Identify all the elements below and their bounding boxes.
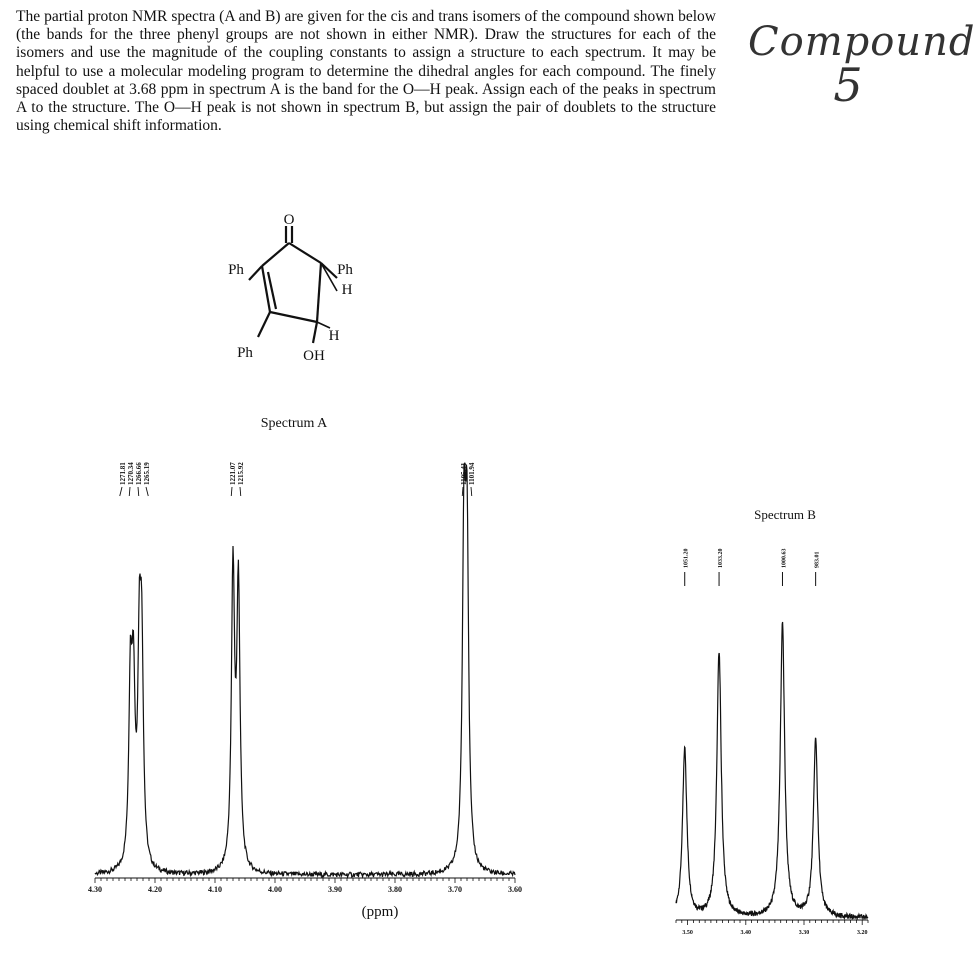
spectrum-a-peak-label: 1215.92 bbox=[237, 462, 245, 485]
spectrum-a-tick-label: 3.80 bbox=[388, 885, 402, 894]
spectrum-b-trace bbox=[676, 622, 868, 919]
spectrum-b-peak-label: 1051.20 bbox=[683, 548, 690, 568]
spectrum-a-tick-label: 4.20 bbox=[148, 885, 162, 894]
spectrum-b-tick-label: 3.40 bbox=[740, 930, 752, 936]
bond-c1-c5 bbox=[289, 243, 321, 263]
spectrum-a-tick-label: 3.70 bbox=[448, 885, 462, 894]
ph-bottom-left-label: Ph bbox=[237, 345, 253, 361]
spectrum-a-tick-label: 3.60 bbox=[508, 885, 522, 894]
bond-ph1 bbox=[249, 266, 262, 280]
ph-top-right-label: Ph bbox=[337, 262, 353, 278]
bond-c3-c4 bbox=[270, 312, 317, 322]
oxygen-label: O bbox=[283, 212, 295, 228]
spectrum-a-title: Spectrum A bbox=[260, 416, 328, 431]
spectrum-a-peak-label: 1265.19 bbox=[143, 462, 151, 485]
bond-ph3 bbox=[258, 312, 270, 337]
spectrum-a-peak-label: 1271.81 bbox=[119, 462, 127, 485]
spectrum-a-peak-label: 1270.34 bbox=[127, 462, 135, 485]
handwritten-number: 5 bbox=[833, 58, 863, 112]
spectrum-b-peak-label: 1000.63 bbox=[781, 548, 788, 568]
oh-label: OH bbox=[303, 348, 325, 364]
spectrum-b-tick-label: 3.30 bbox=[798, 930, 810, 936]
spectrum-a-peak-label: 1105.41 bbox=[460, 462, 468, 485]
spectrum-a bbox=[88, 462, 522, 894]
spectrum-a-peak-label: 1221.07 bbox=[229, 462, 237, 485]
spectrum-a-peak-label: 1266.66 bbox=[135, 462, 143, 485]
problem-text: The partial proton NMR spectra (A and B) are given for the cis and trans isomers of the compound shown below (the bands for the three phenyl groups are not shown in either NMR). Draw the structures for each of the isomers and use the magnitude of the coupling constants to assign a structure to each spectrum. It may be helpful to use a molecular modeling program to determine the dihedral angles for each compound. The finely spaced doublet at 3.68 ppm in spectrum A is the band for the O—H peak. Assign each of the peaks in spectrum A to the structure. The O—H peak is not shown in spectrum B, but assign the pair of doublets to the structure using chemical shift information. bbox=[16, 8, 716, 135]
spectrum-a-label-tick bbox=[240, 487, 241, 496]
chemical-structure bbox=[249, 226, 337, 343]
spectrum-b-tick-label: 3.20 bbox=[856, 930, 868, 936]
spectrum-a-label-tick bbox=[129, 487, 130, 496]
spectrum-a-xlabel: (ppm) bbox=[361, 904, 399, 920]
spectrum-a-label-tick bbox=[231, 487, 232, 496]
ph-top-left-label: Ph bbox=[228, 262, 244, 278]
spectrum-a-label-tick bbox=[462, 487, 463, 496]
spectrum-b-title: Spectrum B bbox=[754, 507, 816, 522]
spectrum-a-trace bbox=[95, 463, 515, 877]
spectrum-b-peak-label: 1033.20 bbox=[718, 548, 725, 568]
spectrum-a-tick-label: 4.30 bbox=[88, 885, 102, 894]
spectrum-b-peak-label: 983.01 bbox=[814, 551, 821, 568]
spectrum-a-tick-label: 4.10 bbox=[208, 885, 222, 894]
spectrum-a-label-tick bbox=[471, 487, 472, 496]
spectrum-a-label-tick bbox=[146, 487, 148, 496]
spectrum-a-label-tick bbox=[120, 487, 122, 496]
bond-c4-c5 bbox=[317, 263, 321, 322]
spectrum-b bbox=[676, 549, 868, 937]
spectrum-a-label-tick bbox=[138, 487, 139, 496]
spectrum-a-tick-label: 4.00 bbox=[268, 885, 282, 894]
handwritten-word: Compound bbox=[748, 19, 976, 65]
bond-oh bbox=[313, 322, 317, 343]
spectrum-b-tick-label: 3.50 bbox=[682, 930, 693, 936]
bond-c1-c2 bbox=[262, 243, 289, 266]
h-top-label: H bbox=[341, 282, 353, 298]
h-bottom-label: H bbox=[328, 328, 340, 344]
spectrum-a-tick-label: 3.90 bbox=[328, 885, 342, 894]
spectrum-a-peak-label: 1101.94 bbox=[468, 462, 476, 485]
